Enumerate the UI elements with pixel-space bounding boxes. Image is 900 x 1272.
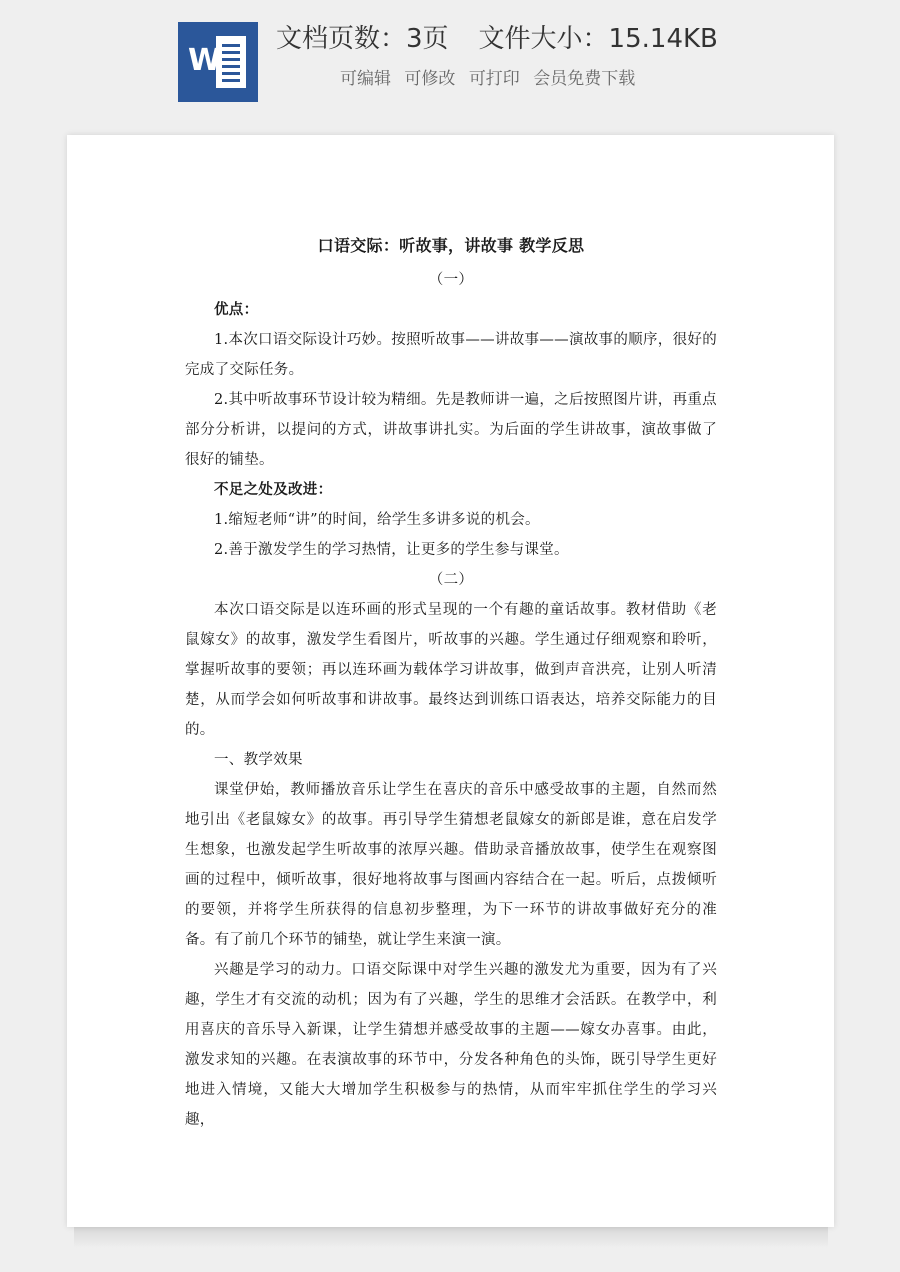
weakness-heading: 不足之处及改进： [214,481,333,498]
feature-modifiable: 可修改 [404,69,456,89]
part-two-label: （二） [428,572,474,588]
document-title: 口语交际：听故事，讲故事 教学反思 [317,236,585,255]
document-content [185,231,717,1135]
effect-heading: 一、教学效果 [214,752,303,768]
page-shadow [74,1226,828,1248]
document-meta [276,20,718,58]
intro-paragraph: 本次口语交际是以连环画的形式呈现的一个有趣的童话故事。教材借助《老鼠嫁女》的故事，激发学生看图片，听故事的兴趣。学生通过仔细观察和聆听，掌握听故事的要领；再以连环画为载体学习讲故事，做到声音洪亮，让别人听清楚，从而学会如何听故事和讲故事。最终达到训练口语表达，培养交际能力的目的。 [185,602,717,738]
feature-free-download: 会员免费下载 [533,69,636,89]
feature-printable: 可打印 [468,69,520,89]
effect-paragraph-2: 兴趣是学习的动力。口语交际课中对学生兴趣的激发尤为重要，因为有了兴趣，学生才有交流的动机；因为有了兴趣，学生的思维才会活跃。在教学中，利用喜庆的音乐导入新课，让学生猜想并感受故事的主题——嫁女办喜事。由此，激发求知的兴趣。在表演故事的环节中，分发各种角色的头饰，既引导学生更好地进入情境，又能大大增加学生积极参与的热情，从而牢牢抓住学生的学习兴趣， [185,962,717,1128]
feature-list [340,66,643,92]
strength-paragraph-2: 2.其中听故事环节设计较为精细。先是教师讲一遍，之后按照图片讲，再重点部分分析讲，以提问的方式，讲故事讲扎实。为后面的学生讲故事，演故事做了很好的铺垫。 [185,392,717,468]
weakness-paragraph-1: 1.缩短老师“讲”的时间，给学生多讲多说的机会。 [214,512,540,528]
page-count: 文档页数：3页 [276,24,449,54]
word-icon-letter: W [188,43,222,78]
strength-paragraph-1: 1.本次口语交际设计巧妙。按照听故事——讲故事——演故事的顺序，很好的完成了交际任务。 [185,332,717,378]
document-page [67,135,834,1227]
part-one-label: （一） [428,272,474,288]
weakness-paragraph-2: 2.善于激发学生的学习热情，让更多的学生参与课堂。 [214,542,569,558]
download-header [0,0,900,120]
feature-editable: 可编辑 [340,69,391,89]
word-document-icon [178,22,258,102]
strengths-heading: 优点： [214,301,259,318]
file-size: 文件大小：15.14KB [478,24,718,54]
effect-paragraph-1: 课堂伊始，教师播放音乐让学生在喜庆的音乐中感受故事的主题，自然而然地引出《老鼠嫁女》的故事。再引导学生猜想老鼠嫁女的新郎是谁，意在启发学生想象，也激发起学生听故事的浓厚兴趣。借助录音播放故事，使学生在观察图画的过程中，倾听故事，很好地将故事与图画内容结合在一起。听后，点拨倾听的要领，并将学生所获得的信息初步整理，为下一环节的讲故事做好充分的准备。有了前几个环节的铺垫，就让学生来演一演。 [185,782,717,948]
